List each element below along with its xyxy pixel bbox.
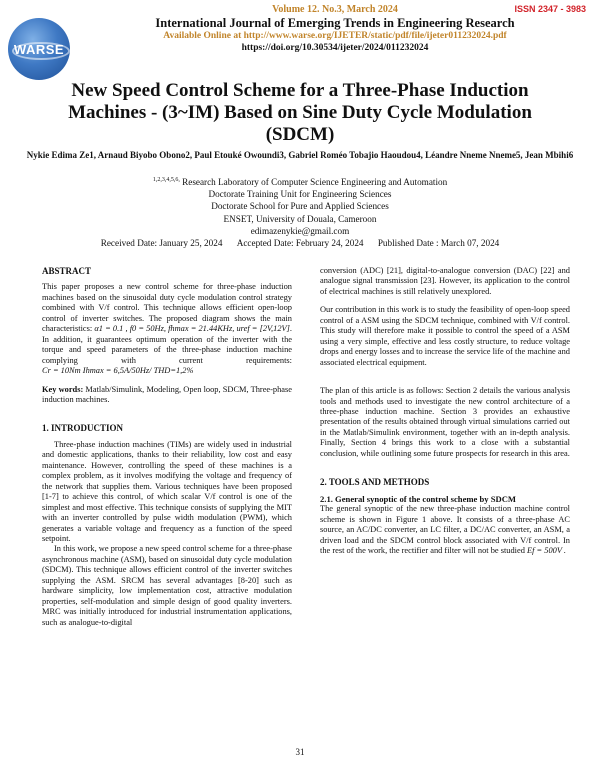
affiliation-marker: 1,2,3,4,5,6, bbox=[152, 177, 180, 183]
keywords-paragraph: Key words: Matlab/Simulink, Modeling, Open loop, SDCM, Three-phase induction machines. bbox=[42, 384, 292, 404]
right-column bbox=[320, 266, 570, 564]
published-date: Published Date : March 07, 2024 bbox=[377, 238, 500, 248]
journal-name: International Journal of Emerging Trends in Engineering Research bbox=[155, 16, 515, 30]
doi-link[interactable]: https://doi.org/10.30534/ijeter/2024/011232024 bbox=[241, 43, 429, 53]
left-column bbox=[42, 266, 292, 628]
paper-title: New Speed Control Scheme for a Three-Phase Induction Machines - (3~IM) Based on Sine Duty Cycle Modulation (SDCM) bbox=[68, 80, 532, 145]
abstract-paragraph: This paper proposes a new control scheme for three-phase induction machines based on the sinusoidal duty cycle modulation control strategy combined with V/f control. This technique allows efficient open-loop control of inverter switches. The proposed diagram shows the main characteristics: α1 = 0.1 , f0 = 50Hz, fhmax = 21.44KHz, uref = [2V,12V]. In addition, it guarantees optimum operation of the inverter with the torque and speed parameters of the three-phase induction machine complying with current requirements: Cr = 10Nm Ihmax = 6,5A/50Hz/ THD=1,2% bbox=[42, 282, 292, 376]
abstract-equation-2: uref = [2V,12V] bbox=[236, 324, 290, 334]
journal-volume: Volume 12. No.3, March 2024 bbox=[272, 4, 398, 15]
intro-paragraph-2: In this work, we propose a new speed control scheme for a three-phase asynchronous machine (ASM), based on sinusoidal duty cycle modulation (SDCM). This technique allows efficient control of the inverter switches supplying the ASM. SRCM has several advantages [8-20] such as hardware simplicity, low implementation cost, attractive modulation properties, self-modulation and simple design of good quality inverters. MRC was initially introduced for industrial instrumentation applications, such as analogue-to-digital bbox=[42, 544, 292, 627]
abstract-equation-3: Cr = 10Nm Ihmax = 6,5A/50Hz/ THD=1,2% bbox=[42, 366, 194, 376]
right-paragraph-3: The plan of this article is as follows: Section 2 details the various analysis tools and methods used to investigate the new control architecture of a three-phase induction machine. Section 3 provides an exhaustive presentation of the results obtained through virtual simulations carried out in the Matlab/Simulink environment, together with an in-depth analysis. Finally, Section 4 brings this work to a close with a substantial conclusion, while outlining some future prospects for research in this area. bbox=[320, 386, 570, 458]
subsection-heading: 2.1. General synoptic of the control scheme by SDCM bbox=[320, 493, 517, 504]
affiliation-line-3: Doctorate School for Pure and Applied Sciences bbox=[211, 201, 389, 212]
right-paragraph-4: The general synoptic of the new three-phase induction machine control scheme is shown in Figure 1 above. It consists of a three-phase AC source, an AC/DC converter, an LC filter, a DC/AC converter, an ASM, a driven load and the SDCM control block associated with V/f control. In the rest of the work, the rectifier and filter will not be studied Ef = 500V . bbox=[320, 504, 570, 555]
warse-logo bbox=[8, 18, 70, 80]
issn-label: ISSN 2347 - 3983 bbox=[514, 4, 586, 14]
author-email-link[interactable]: edimazenykie@gmail.com bbox=[250, 225, 350, 236]
right-paragraph-2: Our contribution in this work is to study the feasibility of open-loop speed control of a ASM using the SDCM technique, combined with V/f control. This study will therefore make it possible to control the speed of a ASM using a very simple, effective and less costly structure, to reduce voltage drops and energy losses and to increase the service life of the machine and associated electrical equipment. bbox=[320, 305, 570, 367]
affiliation-line-4: ENSET, University of Douala, Cameroon bbox=[223, 213, 377, 224]
abstract-equation-1: α1 = 0.1 , f0 = 50Hz, fhmax = 21.44KHz, bbox=[94, 324, 235, 334]
abstract-heading: ABSTRACT bbox=[42, 266, 92, 276]
voltage-equation: Ef = 500V . bbox=[526, 545, 566, 555]
tools-methods-heading: 2. TOOLS AND METHODS bbox=[320, 477, 430, 488]
received-date: Received Date: January 25, 2024 bbox=[100, 238, 223, 248]
intro-paragraph-1: Three-phase induction machines (TIMs) are widely used in industrial and domestic applications, thanks to their reliability, low cost and easy maintenance. However, controlling the speed of these machines is a complex problem, as it involves modifying the voltage and frequency of the network that supplies them. Various techniques have been proposed [1-7] to achieve this control, of which scalar V/f control is one of the simplest and most effective. This technique consists of supplying the MIT with an inverter controlled by pulse width modulation (PWM), which generates a variable voltage and frequency as a function of the speed setpoint. bbox=[42, 439, 292, 543]
page-number: 31 bbox=[295, 747, 305, 757]
author-list: Nykie Edima Ze1, Arnaud Biyobo Obono2, Paul Etouké Owoundi3, Gabriel Roméo Tobajio Haoudou4, Léandre Nneme Nneme5, Jean Mbihi6 bbox=[26, 150, 574, 160]
introduction-heading: 1. INTRODUCTION bbox=[42, 423, 124, 434]
accepted-date: Accepted Date: February 24, 2024 bbox=[236, 238, 364, 248]
keywords-label: Key words: bbox=[42, 384, 84, 394]
publication-dates bbox=[8, 238, 592, 248]
affiliation-block bbox=[8, 174, 592, 237]
affiliation-line-1: $^{1,2,3,4,5,6,}$ Research Laboratory of Computer Science Engineering and Automation bbox=[152, 177, 448, 188]
right-paragraph-1: conversion (ADC) [21], digital-to-analogue conversion (DAC) [22] and analogue signal transmission [23]. However, its application to the control of electrical machines is still relatively unexplored. bbox=[320, 266, 570, 296]
online-url-link[interactable]: Available Online at http://www.warse.org/IJETER/static/pdf/file/ijeter011232024.pdf bbox=[163, 31, 507, 41]
affiliation-line-2: Doctorate Training Unit for Engineering Sciences bbox=[208, 189, 392, 200]
logo-text: WARSE bbox=[13, 41, 65, 57]
